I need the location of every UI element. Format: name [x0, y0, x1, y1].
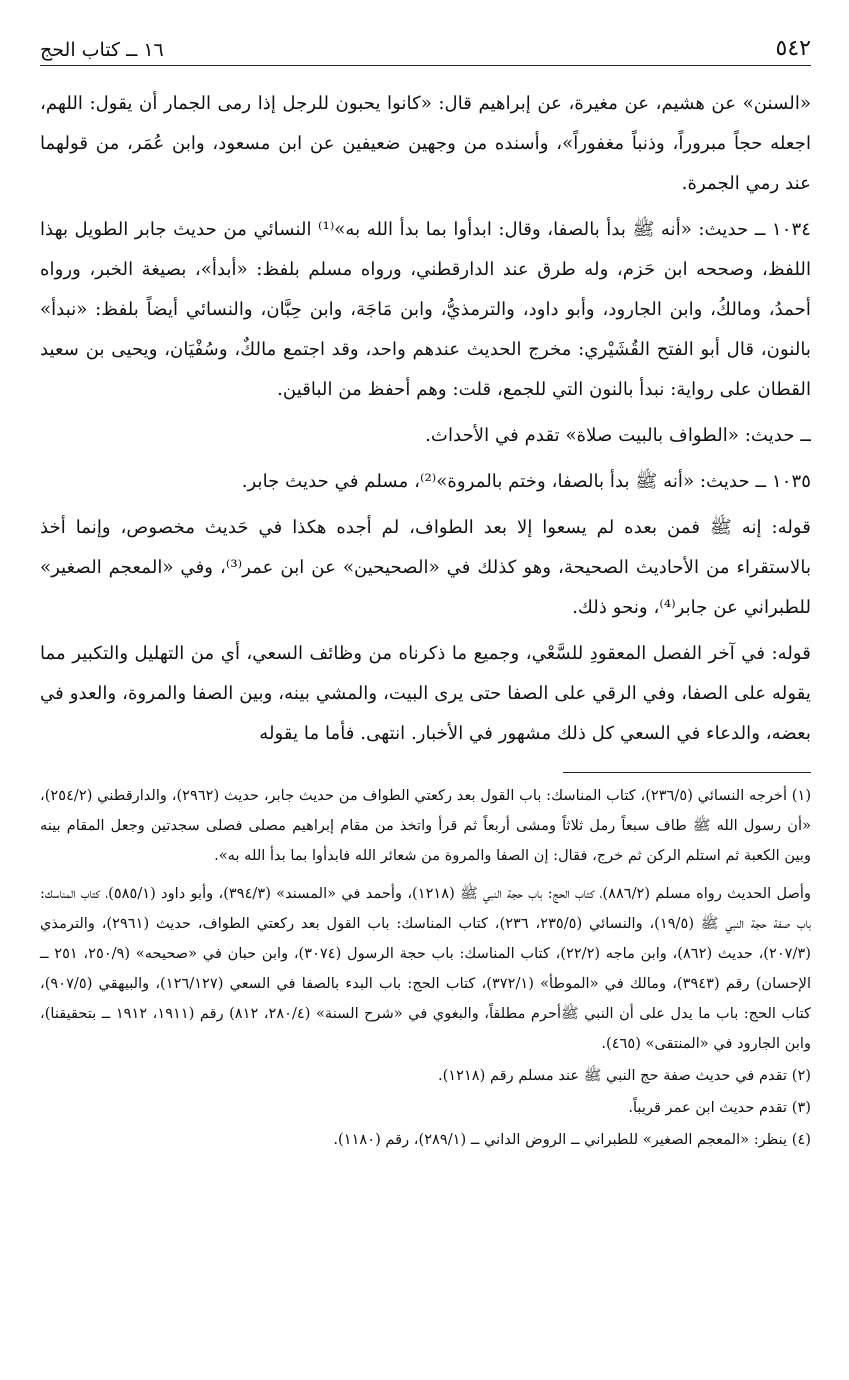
- footnote-4: (٤) ينظر: «المعجم الصغير» للطبراني ــ الروض الداني ــ (٢٨٩/١)، رقم (١١٨٠).: [333, 1131, 811, 1148]
- footnote-2: (٢) تقدم في حديث صفة حج النبي ﷺ عند مسلم رقم (١٢١٨).: [437, 1067, 811, 1084]
- main-text: [40, 84, 811, 754]
- footnote-1: (١) أخرجه النسائي (٢٣٦/٥)، كتاب المناسك: باب القول بعد ركعتي الطواف من حديث جابر، حديث (٢٩٦٢)، والدارقطني (٢٥٤/٢)، «أن رسول الله ﷺ طاف سبعاً رمل ثلاثاً ومشى أربعاً ثم قرأ واتخذ من مقام إبراهيم مصلى فصلى سجدتين وجعل المقام بينه وبين الكعبة ثم استلم الركن ثم خرج، فقال: إن الصفا والمروة من شعائر الله فابدأوا بما بدأ الله به».: [40, 787, 812, 864]
- paragraph: «السنن» عن هشيم، عن مغيرة، عن إبراهيم قال: «كانوا يحبون للرجل إذا رمى الجمار أن يقول: اللهم، اجعله حجاً مبروراً، وذنباً مغفوراً»، وأسنده من وجهين ضعيفين عن ابن مسعود، وابن عُمَر، من قولهما عند رمي الجمرة.: [40, 93, 811, 194]
- chapter-title: ١٦ ــ كتاب الحج: [40, 39, 164, 61]
- page-number: ٥٤٢: [775, 36, 811, 61]
- footnote-separator: [40, 772, 811, 773]
- footnote-3: (٣) تقدم حديث ابن عمر قريباً.: [628, 1099, 811, 1116]
- footnotes: [40, 781, 811, 1155]
- paragraph: ــ حديث: «الطواف بالبيت صلاة» تقدم في الأحداث.: [425, 425, 811, 446]
- hadith-1035: ١٠٣٥ ــ حديث: «أنه ﷺ بدأ بالصفا، وختم بالمروة»⁽²⁾، مسلم في حديث جابر.: [241, 471, 811, 492]
- paragraph: قوله: في آخر الفصل المعقودِ للسَّعْي، وجميع ما ذكرناه من وظائف السعي، أي من التهليل والتكبير مما يقوله على الصفا، وفي الرقي على الصفا حتى يرى البيت، والمشي بينه، وبين الصفا والمروة، والعدو في بعضه، والدعاء في السعي كل ذلك مشهور في الأخبار. انتهى. فأما ما يقوله: [40, 643, 811, 744]
- paragraph: قوله: إنه ﷺ فمن بعده لم يسعوا إلا بعد الطواف، لم أجده هكذا في حَديث مخصوص، وإنما أخذ بالاستقراء من الأحاديث الصحيحة، وهو كذلك في «الصحيحين» عن ابن عمر⁽³⁾، وفي «المعجم الصغير» للطبراني عن جابر⁽⁴⁾، ونحو ذلك.: [40, 517, 812, 618]
- hadith-1034: ١٠٣٤ ــ حديث: «أنه ﷺ بدأ بالصفا، وقال: ابدأوا بما بدأ الله به»⁽¹⁾ النسائي من حديث جابر الطويل بهذا اللفظ، وصححه ابن حَزم، وله طرق عند الدارقطني، ورواه مسلم بلفظ: «أبدأ»، بصيغة الخبر، ورواه أحمدُ، ومالكُ، وابن الجارود، وأبو داود، والترمذيُّ، وابن مَاجَة، وابن حِبَّان، والنسائي أيضاً بلفظ: «نبدأ» بالنون، قال أبو الفتح القُشَيْري: مخرج الحديث عندهم واحد، وقد اجتمع مالكٌ، وسُفْيَان، ويحيى بن سعيد القطان على رواية: نبدأ بالنون التي للجمع، قلت: وهم أحفظ من الباقين.: [40, 219, 811, 400]
- running-header: [40, 0, 811, 66]
- footnote-1-continued: وأصل الحديث رواه مسلم (٨٨٦/٢)، كتاب الحج: باب حجة النبي ﷺ (١٢١٨)، وأحمد في «المسند» (٣٩٤/٣)، وأبو داود (٥٨٥/١)، كتاب المناسك: باب صفة حجة النبي ﷺ (١٩/٥)، والنسائي (٢٣٥/٥، ٢٣٦)، كتاب المناسك: باب القول بعد ركعتي الطواف، حديث (٢٩٦١)، والترمذي (٢٠٧/٣)، حديث (٨٦٢)، وابن ماجه (٢٢/٢)، كتاب المناسك: باب حجة الرسول (٣٠٧٤)، وابن حبان في «صحيحه» (٢٥٠/٩، ٢٥١ ــ الإحسان) رقم (٣٩٤٣)، ومالك في «الموطأ» (٣٧٢/١)، كتاب الحج: باب البدء بالصفا في السعي (١٢٦/١٢٧)، والبيهقي (٩٠٧/٥)، كتاب الحج: باب ما يدل على أن النبي ﷺأحرم مطلقاً، والبغوي في «شرح السنة» (٢٨٠/٤، ٨١٢) رقم (١٩١١، ١٩١٢ ــ بتحقيقنا)، وابن الجارود في «المنتقى» (٤٦٥).: [40, 885, 812, 1052]
